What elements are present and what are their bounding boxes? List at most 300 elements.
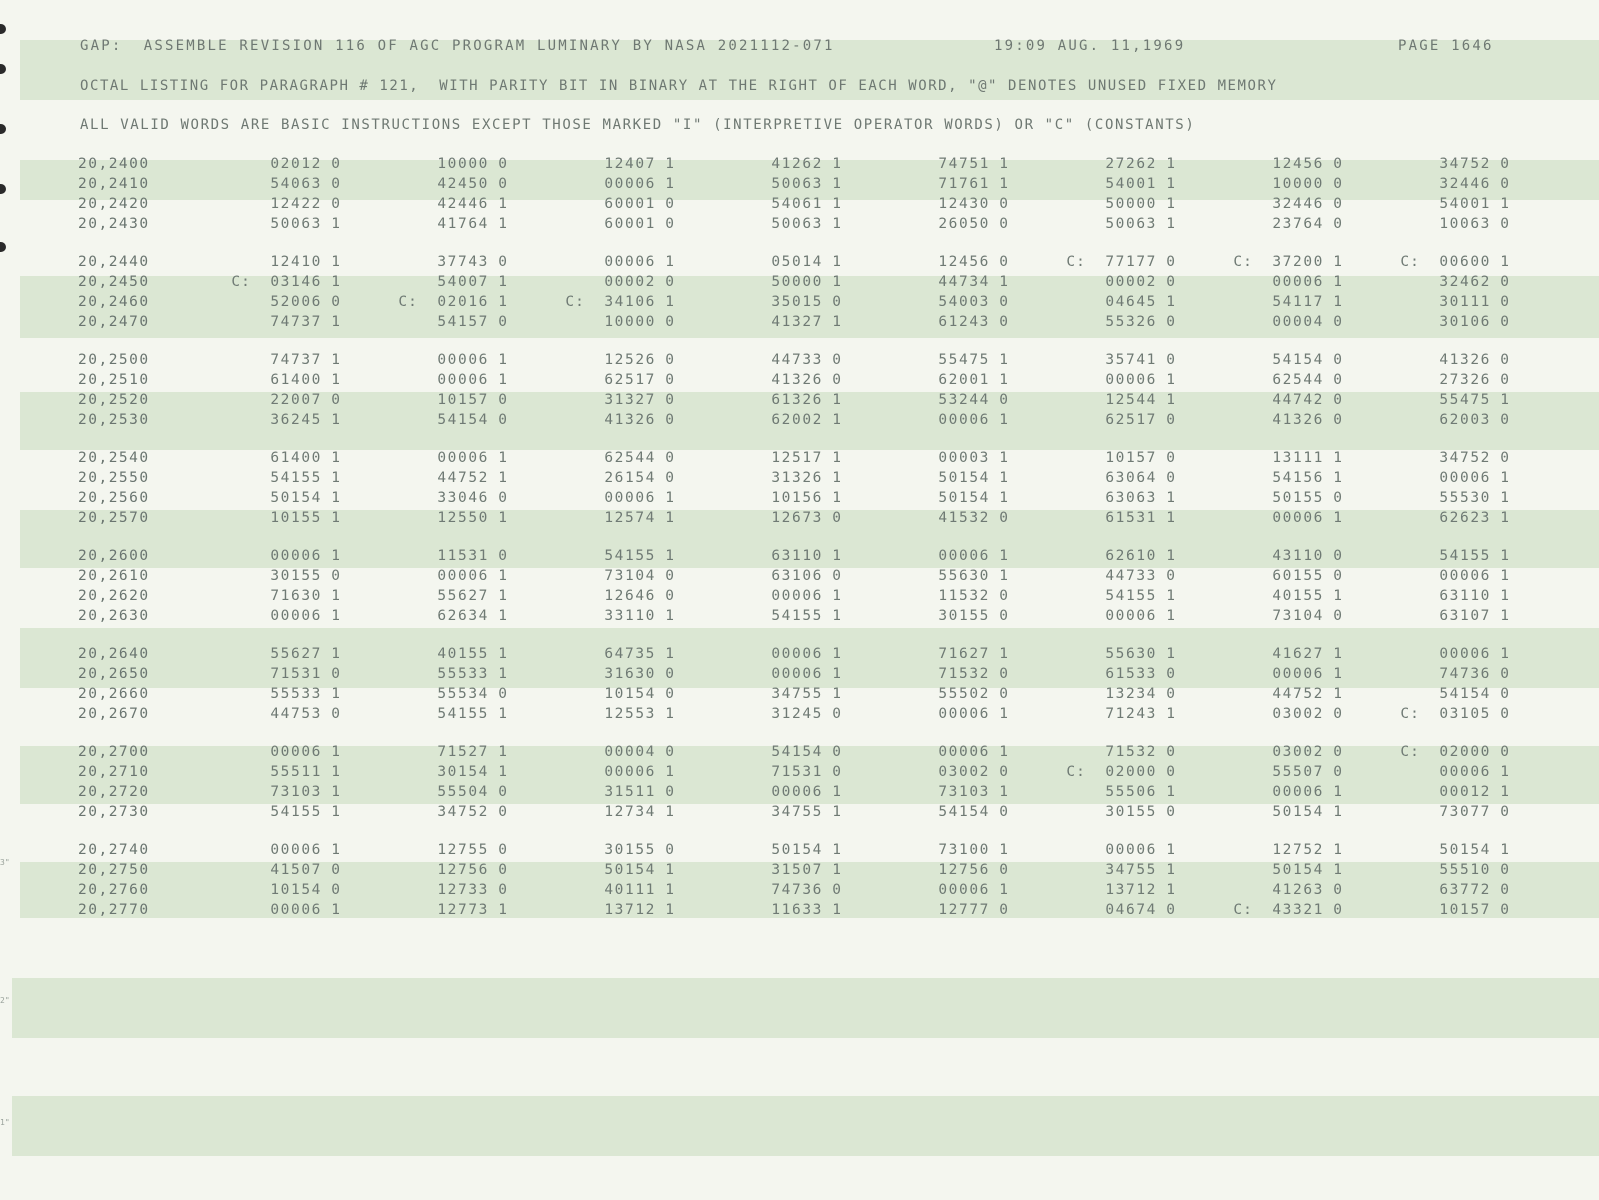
row-address: 20,2620 [78, 588, 150, 604]
memory-word: 26154 0 [604, 470, 674, 486]
memory-word: 55511 1 [270, 764, 340, 780]
memory-word: 11633 1 [771, 902, 841, 918]
memory-word: 10156 1 [771, 490, 841, 506]
memory-word: 30155 0 [270, 568, 340, 584]
memory-word: 71531 0 [771, 764, 841, 780]
memory-word: 00006 1 [1272, 510, 1342, 526]
listing-row [0, 412, 1599, 432]
memory-word: 34752 0 [1439, 450, 1509, 466]
row-address: 20,2750 [78, 862, 150, 878]
memory-word: 12734 1 [604, 804, 674, 820]
memory-word: 34755 1 [771, 686, 841, 702]
memory-word: 00006 1 [938, 412, 1008, 428]
memory-word: 54155 1 [604, 548, 674, 564]
header-title: GAP: ASSEMBLE REVISION 116 OF AGC PROGRAM LUMINARY BY NASA 2021112-071 [80, 38, 835, 54]
memory-word: 41764 1 [437, 216, 507, 232]
row-address: 20,2540 [78, 450, 150, 466]
margin-mark: 1" [0, 1118, 10, 1127]
memory-word: 12430 0 [938, 196, 1008, 212]
memory-word: 55475 1 [938, 352, 1008, 368]
listing-row [0, 470, 1599, 490]
memory-word: 00006 1 [938, 744, 1008, 760]
memory-word: 00006 1 [1272, 274, 1342, 290]
memory-word: 32462 0 [1439, 274, 1509, 290]
row-address: 20,2520 [78, 392, 150, 408]
memory-word: 00002 0 [604, 274, 674, 290]
row-address: 20,2650 [78, 666, 150, 682]
memory-word: 12752 1 [1272, 842, 1342, 858]
memory-word: 54155 1 [270, 804, 340, 820]
listing-row [0, 764, 1599, 784]
memory-word: 12553 1 [604, 706, 674, 722]
memory-word: 63107 1 [1439, 608, 1509, 624]
row-address: 20,2560 [78, 490, 150, 506]
memory-word: 00006 1 [1272, 784, 1342, 800]
memory-word: C: 02016 1 [398, 294, 507, 310]
paper-band [12, 978, 1599, 1038]
memory-word: 12574 1 [604, 510, 674, 526]
memory-word: 63063 1 [1105, 490, 1175, 506]
memory-word: 63064 0 [1105, 470, 1175, 486]
memory-word: 31511 0 [604, 784, 674, 800]
memory-word: C: 02000 0 [1066, 764, 1175, 780]
memory-word: 63110 1 [771, 548, 841, 564]
memory-word: 55510 0 [1439, 862, 1509, 878]
header-legend: ALL VALID WORDS ARE BASIC INSTRUCTIONS EXCEPT THOSE MARKED "I" (INTERPRETIVE OPERATOR WORDS) OR "C" (CONSTANTS) [80, 117, 1196, 133]
memory-word: 31327 0 [604, 392, 674, 408]
page-number: PAGE 1646 [1398, 38, 1494, 54]
memory-word: 00006 1 [938, 548, 1008, 564]
memory-word: 73103 1 [938, 784, 1008, 800]
listing-row [0, 804, 1599, 824]
memory-word: 30154 1 [437, 764, 507, 780]
memory-word: 62544 0 [1272, 372, 1342, 388]
memory-word: 41326 0 [771, 372, 841, 388]
memory-word: C: 37200 1 [1233, 254, 1342, 270]
memory-word: 62517 0 [604, 372, 674, 388]
memory-word: 10063 0 [1439, 216, 1509, 232]
memory-word: 12646 0 [604, 588, 674, 604]
memory-word: 54154 0 [1272, 352, 1342, 368]
header-timestamp: 19:09 AUG. 11,1969 [994, 38, 1186, 54]
memory-word: 61400 1 [270, 372, 340, 388]
memory-word: 31630 0 [604, 666, 674, 682]
memory-word: 00006 1 [1105, 842, 1175, 858]
memory-word: 54154 0 [938, 804, 1008, 820]
binding-hole [0, 24, 6, 34]
memory-word: 41262 1 [771, 156, 841, 172]
memory-word: 00006 1 [771, 666, 841, 682]
memory-word: 62610 1 [1105, 548, 1175, 564]
memory-word: 71532 0 [1105, 744, 1175, 760]
listing-row [0, 882, 1599, 902]
listing-row [0, 216, 1599, 236]
memory-word: C: 00600 1 [1400, 254, 1509, 270]
memory-word: 12526 0 [604, 352, 674, 368]
memory-word: 04674 0 [1105, 902, 1175, 918]
memory-word: 13712 1 [1105, 882, 1175, 898]
memory-word: 74751 1 [938, 156, 1008, 172]
memory-word: 10157 0 [1105, 450, 1175, 466]
listing-row [0, 196, 1599, 216]
memory-word: 00006 1 [270, 744, 340, 760]
memory-word: 13111 1 [1272, 450, 1342, 466]
memory-word: 44752 1 [1272, 686, 1342, 702]
memory-word: 04645 1 [1105, 294, 1175, 310]
listing-row [0, 666, 1599, 686]
memory-word: 55502 0 [938, 686, 1008, 702]
memory-word: 71243 1 [1105, 706, 1175, 722]
memory-word: 22007 0 [270, 392, 340, 408]
memory-word: 00006 1 [437, 568, 507, 584]
memory-word: 34755 1 [771, 804, 841, 820]
memory-word: 12773 1 [437, 902, 507, 918]
memory-word: 10000 0 [1272, 176, 1342, 192]
memory-word: 63106 0 [771, 568, 841, 584]
memory-word: 30155 0 [1105, 804, 1175, 820]
memory-word: 54003 0 [938, 294, 1008, 310]
memory-word: 00003 1 [938, 450, 1008, 466]
memory-word: 12407 1 [604, 156, 674, 172]
memory-word: 13712 1 [604, 902, 674, 918]
row-address: 20,2660 [78, 686, 150, 702]
memory-word: 73103 1 [270, 784, 340, 800]
memory-word: 11532 0 [938, 588, 1008, 604]
memory-word: 62002 1 [771, 412, 841, 428]
memory-word: 61326 1 [771, 392, 841, 408]
listing-row [0, 450, 1599, 470]
memory-word: 50154 1 [938, 470, 1008, 486]
memory-word: 12517 1 [771, 450, 841, 466]
memory-word: 00006 1 [437, 352, 507, 368]
memory-word: 12456 0 [1272, 156, 1342, 172]
row-address: 20,2550 [78, 470, 150, 486]
memory-word: 73104 0 [1272, 608, 1342, 624]
memory-word: 35015 0 [771, 294, 841, 310]
listing-row [0, 646, 1599, 666]
memory-word: 00006 1 [1439, 646, 1509, 662]
memory-word: 30155 0 [604, 842, 674, 858]
memory-word: 31326 1 [771, 470, 841, 486]
memory-word: 62544 0 [604, 450, 674, 466]
memory-word: C: 03146 1 [231, 274, 340, 290]
memory-word: 12777 0 [938, 902, 1008, 918]
memory-word: 50154 1 [270, 490, 340, 506]
memory-word: 54154 0 [1439, 686, 1509, 702]
memory-word: 54061 1 [771, 196, 841, 212]
memory-word: 63772 0 [1439, 882, 1509, 898]
memory-word: 55475 1 [1439, 392, 1509, 408]
memory-word: 30155 0 [938, 608, 1008, 624]
memory-word: 00004 0 [604, 744, 674, 760]
memory-word: 00006 1 [604, 176, 674, 192]
memory-word: 00006 1 [1439, 470, 1509, 486]
memory-word: 50063 1 [771, 176, 841, 192]
memory-word: 44733 0 [771, 352, 841, 368]
memory-word: 54007 1 [437, 274, 507, 290]
listing-row [0, 274, 1599, 294]
binding-hole [0, 124, 6, 134]
memory-word: 26050 0 [938, 216, 1008, 232]
memory-word: 54001 1 [1105, 176, 1175, 192]
memory-word: 74737 1 [270, 352, 340, 368]
listing-row [0, 352, 1599, 372]
memory-word: 00006 1 [270, 902, 340, 918]
memory-word: 34755 1 [1105, 862, 1175, 878]
row-address: 20,2610 [78, 568, 150, 584]
memory-word: 12410 1 [270, 254, 340, 270]
listing-row [0, 372, 1599, 392]
memory-word: 73104 0 [604, 568, 674, 584]
memory-word: 50000 1 [1105, 196, 1175, 212]
memory-word: 00006 1 [1439, 568, 1509, 584]
row-address: 20,2410 [78, 176, 150, 192]
memory-word: 37743 0 [437, 254, 507, 270]
listing-row [0, 784, 1599, 804]
memory-word: 03002 0 [938, 764, 1008, 780]
memory-word: 00006 1 [1105, 608, 1175, 624]
memory-word: 00006 1 [270, 608, 340, 624]
memory-word: 00006 1 [771, 588, 841, 604]
row-address: 20,2500 [78, 352, 150, 368]
memory-word: 00006 1 [1105, 372, 1175, 388]
memory-word: 36245 1 [270, 412, 340, 428]
memory-word: 41507 0 [270, 862, 340, 878]
memory-word: 62517 0 [1105, 412, 1175, 428]
memory-word: C: 03105 0 [1400, 706, 1509, 722]
memory-word: 71630 1 [270, 588, 340, 604]
listing-row [0, 548, 1599, 568]
listing-row [0, 568, 1599, 588]
listing-row [0, 744, 1599, 764]
memory-word: 55506 1 [1105, 784, 1175, 800]
memory-word: 50154 1 [1272, 862, 1342, 878]
memory-word: 00006 1 [1439, 764, 1509, 780]
memory-word: 05014 1 [771, 254, 841, 270]
listing-row [0, 686, 1599, 706]
memory-word: 61531 1 [1105, 510, 1175, 526]
memory-word: 00006 1 [604, 254, 674, 270]
memory-word: 40155 1 [437, 646, 507, 662]
row-address: 20,2670 [78, 706, 150, 722]
listing-row [0, 294, 1599, 314]
memory-word: 62001 1 [938, 372, 1008, 388]
memory-word: 55504 0 [437, 784, 507, 800]
memory-word: 02012 0 [270, 156, 340, 172]
memory-word: C: 77177 0 [1066, 254, 1175, 270]
memory-word: 55507 0 [1272, 764, 1342, 780]
memory-word: 27262 1 [1105, 156, 1175, 172]
memory-word: 44752 1 [437, 470, 507, 486]
row-address: 20,2710 [78, 764, 150, 780]
memory-word: 71627 1 [938, 646, 1008, 662]
memory-word: 32446 0 [1272, 196, 1342, 212]
memory-word: C: 43321 0 [1233, 902, 1342, 918]
memory-word: 64735 1 [604, 646, 674, 662]
listing-row [0, 490, 1599, 510]
memory-word: 41627 1 [1272, 646, 1342, 662]
memory-word: 41326 0 [604, 412, 674, 428]
memory-word: 23764 0 [1272, 216, 1342, 232]
listing-row [0, 176, 1599, 196]
listing-row [0, 862, 1599, 882]
listing-row [0, 902, 1599, 922]
memory-word: 50154 1 [1272, 804, 1342, 820]
memory-word: 00006 1 [771, 784, 841, 800]
memory-word: C: 34106 1 [565, 294, 674, 310]
memory-word: 42446 1 [437, 196, 507, 212]
memory-word: 12755 0 [437, 842, 507, 858]
memory-word: 54154 0 [437, 412, 507, 428]
listing-row [0, 254, 1599, 274]
memory-word: 00006 1 [437, 450, 507, 466]
memory-word: 00006 1 [437, 372, 507, 388]
row-address: 20,2640 [78, 646, 150, 662]
row-address: 20,2720 [78, 784, 150, 800]
memory-word: 31245 0 [771, 706, 841, 722]
memory-word: 54155 1 [1105, 588, 1175, 604]
listing-row [0, 608, 1599, 628]
memory-word: 00006 1 [1272, 666, 1342, 682]
memory-word: 61533 0 [1105, 666, 1175, 682]
memory-word: 00006 1 [604, 490, 674, 506]
memory-word: 41326 0 [1272, 412, 1342, 428]
memory-word: 55627 1 [270, 646, 340, 662]
row-address: 20,2730 [78, 804, 150, 820]
memory-word: 54117 1 [1272, 294, 1342, 310]
memory-word: 11531 0 [437, 548, 507, 564]
listing-row [0, 510, 1599, 530]
memory-word: 12456 0 [938, 254, 1008, 270]
memory-word: 60001 0 [604, 216, 674, 232]
memory-word: 60155 0 [1272, 568, 1342, 584]
memory-word: 30106 0 [1439, 314, 1509, 330]
memory-word: 32446 0 [1439, 176, 1509, 192]
memory-word: 73100 1 [938, 842, 1008, 858]
memory-word: 61400 1 [270, 450, 340, 466]
memory-word: 55530 1 [1439, 490, 1509, 506]
memory-word: 50154 1 [771, 842, 841, 858]
memory-word: 44733 0 [1105, 568, 1175, 584]
binding-hole [0, 64, 6, 74]
memory-word: 10154 0 [604, 686, 674, 702]
memory-word: 54156 1 [1272, 470, 1342, 486]
memory-word: 12733 0 [437, 882, 507, 898]
memory-word: 50154 1 [604, 862, 674, 878]
header-listing-description: OCTAL LISTING FOR PARAGRAPH # 121, WITH PARITY BIT IN BINARY AT THE RIGHT OF EACH WORD, "@" DENOTES UNUSED FIXED MEMORY [80, 78, 1278, 94]
row-address: 20,2400 [78, 156, 150, 172]
memory-word: 74736 0 [771, 882, 841, 898]
memory-word: 50155 0 [1272, 490, 1342, 506]
memory-word: 55533 1 [437, 666, 507, 682]
memory-word: 42450 0 [437, 176, 507, 192]
paper-band [12, 1096, 1599, 1156]
memory-word: 33110 1 [604, 608, 674, 624]
memory-word: 54001 1 [1439, 196, 1509, 212]
memory-word: 12544 1 [1105, 392, 1175, 408]
memory-word: 71531 0 [270, 666, 340, 682]
memory-word: 12756 0 [938, 862, 1008, 878]
listing-row [0, 588, 1599, 608]
memory-word: 10000 0 [437, 156, 507, 172]
memory-word: 60001 0 [604, 196, 674, 212]
memory-word: 41327 1 [771, 314, 841, 330]
memory-word: 50063 1 [771, 216, 841, 232]
memory-word: 54155 1 [270, 470, 340, 486]
memory-word: 40155 1 [1272, 588, 1342, 604]
memory-word: 31507 1 [771, 862, 841, 878]
memory-word: 13234 0 [1105, 686, 1175, 702]
memory-word: 41326 0 [1439, 352, 1509, 368]
memory-word: 30111 0 [1439, 294, 1509, 310]
memory-word: 74736 0 [1439, 666, 1509, 682]
memory-word: 54155 1 [437, 706, 507, 722]
memory-word: 54155 1 [1439, 548, 1509, 564]
memory-word: 71532 0 [938, 666, 1008, 682]
listing-row [0, 706, 1599, 726]
memory-word: 00012 1 [1439, 784, 1509, 800]
memory-word: 40111 1 [604, 882, 674, 898]
memory-word: 27326 0 [1439, 372, 1509, 388]
row-address: 20,2570 [78, 510, 150, 526]
memory-word: 54157 0 [437, 314, 507, 330]
listing-row [0, 392, 1599, 412]
row-address: 20,2420 [78, 196, 150, 212]
memory-word: 63110 1 [1439, 588, 1509, 604]
row-address: 20,2450 [78, 274, 150, 290]
memory-word: 00006 1 [938, 706, 1008, 722]
memory-word: 00004 0 [1272, 314, 1342, 330]
memory-word: 34752 0 [437, 804, 507, 820]
memory-word: 61243 0 [938, 314, 1008, 330]
memory-word: 55630 1 [938, 568, 1008, 584]
listing-row [0, 314, 1599, 334]
memory-word: 52006 0 [270, 294, 340, 310]
row-address: 20,2630 [78, 608, 150, 624]
row-address: 20,2770 [78, 902, 150, 918]
row-address: 20,2600 [78, 548, 150, 564]
memory-word: C: 02000 0 [1400, 744, 1509, 760]
row-address: 20,2460 [78, 294, 150, 310]
memory-word: 00002 0 [1105, 274, 1175, 290]
row-address: 20,2440 [78, 254, 150, 270]
memory-word: 71761 1 [938, 176, 1008, 192]
memory-word: 00006 1 [270, 548, 340, 564]
row-address: 20,2470 [78, 314, 150, 330]
row-address: 20,2530 [78, 412, 150, 428]
memory-word: 44734 1 [938, 274, 1008, 290]
memory-word: 55630 1 [1105, 646, 1175, 662]
row-address: 20,2740 [78, 842, 150, 858]
memory-word: 12422 0 [270, 196, 340, 212]
row-address: 20,2510 [78, 372, 150, 388]
memory-word: 00006 1 [938, 882, 1008, 898]
memory-word: 50154 1 [1439, 842, 1509, 858]
memory-word: 54155 1 [771, 608, 841, 624]
memory-word: 54063 0 [270, 176, 340, 192]
memory-word: 50000 1 [771, 274, 841, 290]
binding-hole [0, 242, 6, 252]
memory-word: 62003 0 [1439, 412, 1509, 428]
memory-word: 00006 1 [604, 764, 674, 780]
memory-word: 74737 1 [270, 314, 340, 330]
memory-word: 50063 1 [1105, 216, 1175, 232]
memory-word: 12673 0 [771, 510, 841, 526]
memory-word: 35741 0 [1105, 352, 1175, 368]
memory-word: 10157 0 [1439, 902, 1509, 918]
memory-word: 62623 1 [1439, 510, 1509, 526]
memory-word: 33046 0 [437, 490, 507, 506]
